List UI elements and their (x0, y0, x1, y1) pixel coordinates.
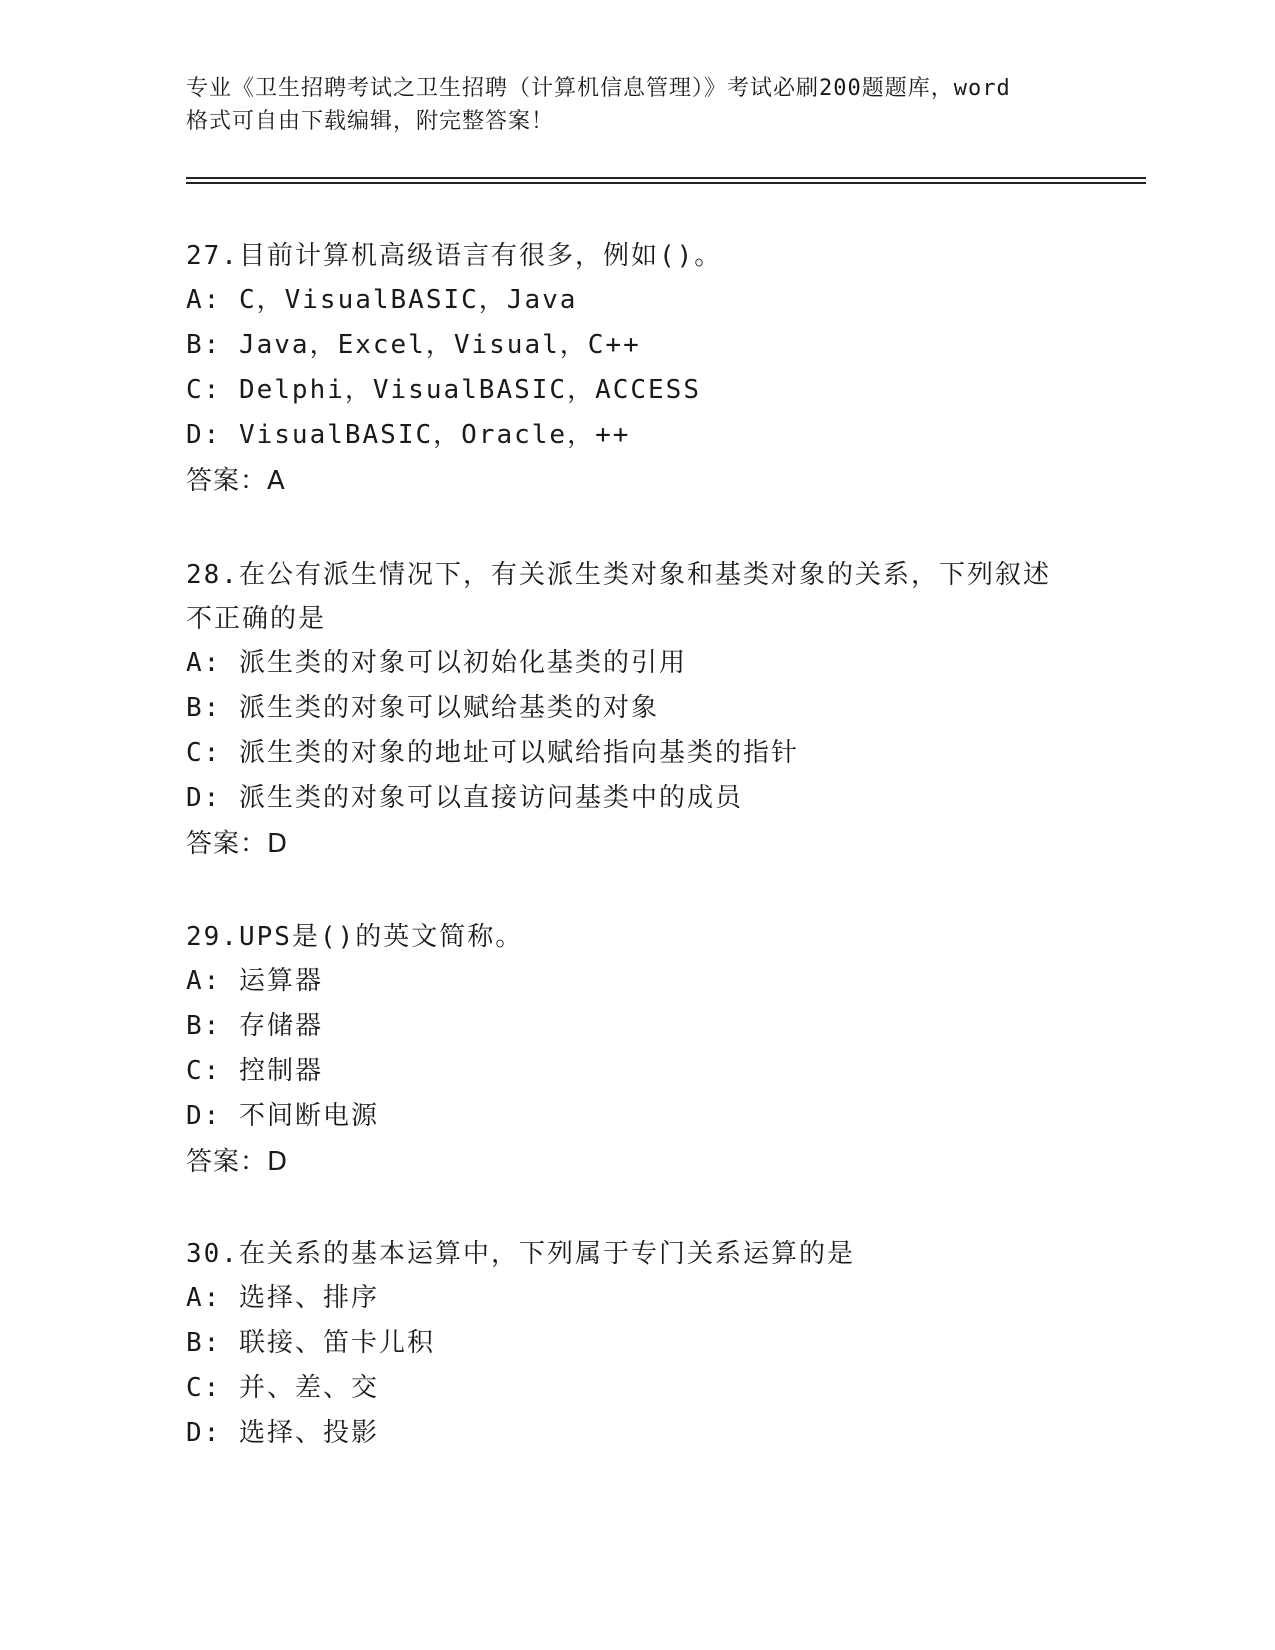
question-text: 29.UPS是()的英文简称。 (186, 922, 524, 952)
answer: 答案：D (186, 829, 289, 859)
option-b: B: 联接、笛卡儿积 (186, 1328, 435, 1358)
question-text-line-1: 28.在公有派生情况下，有关派生类对象和基类对象的关系，下列叙述 (186, 560, 1051, 590)
option-b: B: 存储器 (186, 1011, 323, 1041)
answer: 答案：D (186, 1147, 289, 1177)
question-28 (186, 553, 1086, 867)
option-b: B: 派生类的对象可以赋给基类的对象 (186, 693, 659, 723)
option-b: B: Java，Excel，Visual，C++ (186, 330, 641, 360)
question-29 (186, 915, 1086, 1185)
option-d: D: 派生类的对象可以直接访问基类中的成员 (186, 783, 743, 813)
header-divider-bottom (186, 182, 1146, 184)
option-a: A: 派生类的对象可以初始化基类的引用 (186, 648, 687, 678)
header-line-2: 格式可自由下载编辑，附完整答案！ (186, 109, 555, 134)
question-30 (186, 1232, 1086, 1456)
option-a: A: 选择、排序 (186, 1283, 379, 1313)
header-line-1: 专业《卫生招聘考试之卫生招聘（计算机信息管理）》考试必刷200题题库，word (186, 76, 1011, 101)
header-divider-top (186, 177, 1146, 179)
question-text-line-2: 不正确的是 (186, 604, 327, 634)
question-27 (186, 234, 1086, 504)
question-text: 27.目前计算机高级语言有很多，例如()。 (186, 241, 723, 271)
option-c: C: 派生类的对象的地址可以赋给指向基类的指针 (186, 738, 799, 768)
document-header (186, 72, 1086, 138)
option-d: D: 不间断电源 (186, 1101, 379, 1131)
option-d: D: 选择、投影 (186, 1418, 379, 1448)
option-c: C: Delphi，VisualBASIC，ACCESS (186, 375, 701, 405)
option-d: D: VisualBASIC，Oracle，++ (186, 420, 631, 450)
answer: 答案：A (186, 466, 286, 496)
option-a: A: 运算器 (186, 966, 323, 996)
option-a: A: C，VisualBASIC，Java (186, 285, 578, 315)
question-text: 30.在关系的基本运算中，下列属于专门关系运算的是 (186, 1239, 855, 1269)
option-c: C: 控制器 (186, 1056, 323, 1086)
option-c: C: 并、差、交 (186, 1373, 379, 1403)
